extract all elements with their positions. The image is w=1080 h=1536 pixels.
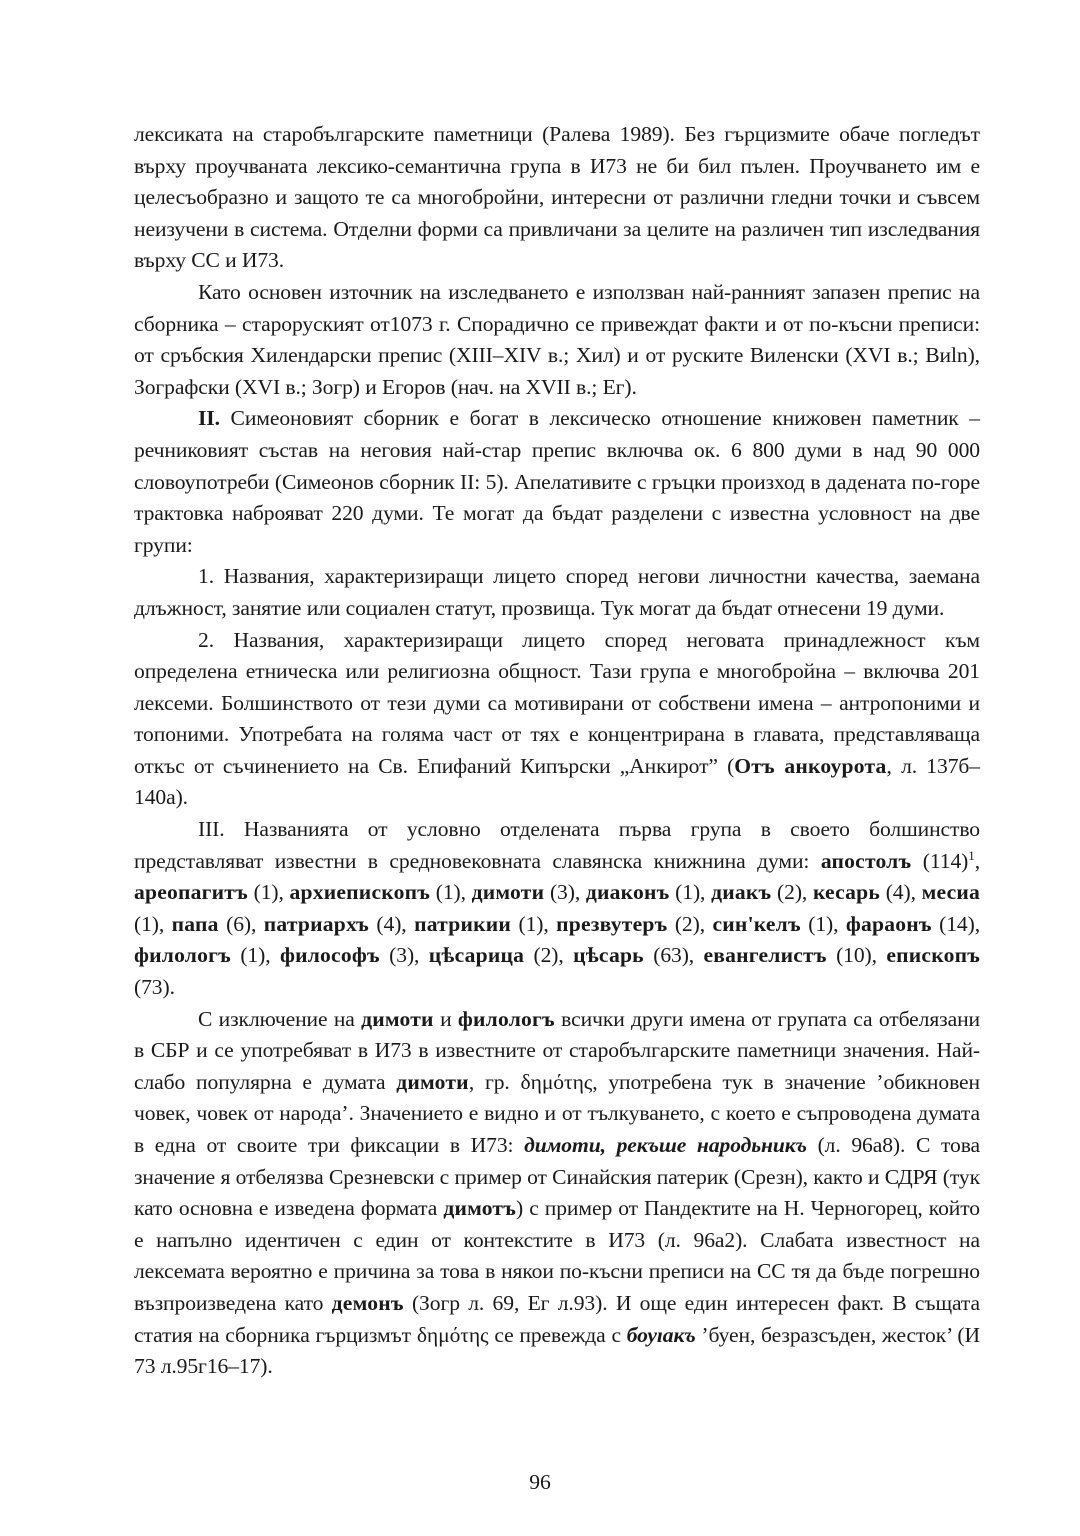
text-run: (Зогр л. 69, Ег л.93). И още един интересен факт. В същата статия на сборника гърцизмът <box>134 1290 981 1347</box>
text-run: 2. Названия, характеризиращи лицето според неговата принадлежност към определена етническа или религиозна общност. Тази група е многобройна – включва 201 лексеми. Болшинството от тези думи са мотивирани от собствени имена – антропоними и топоними. Употребата на голяма част от тях е концентрирана в главата, представляваща откъс от съчинението на Св. Епифаний Кипърски „Анкирот” ( <box>134 627 980 778</box>
text-run: Като основен източник на изследването е използван най-ранният запазен препис на сборника – староруският от1073 г. Спорадично се привеждат факти и от по-късни преписи: от сръбския Хилендарски препис (XIII–XIV в.; Хил) и от руските Виленски (XVI в.; Виln), Зографски (XVI в.; Зогр) и Егоров (нач. на XVII в.; Ег). <box>134 279 980 399</box>
text-run: (14), <box>931 911 981 936</box>
text-run: (2), <box>771 880 813 905</box>
text-run: 1. Названия, характеризиращи лицето според негови личностни качества, заемана длъжност, занятие или социален статут, прозвища. Тук могат да бъдат отнесени 19 думи. <box>134 564 980 620</box>
text-run: (л. 96а8). С това значение я отбелязва Срезневски с пример от Синайския патерик (Срезн), както и СДРЯ (тук като основна е изведена формата <box>134 1133 980 1221</box>
church-slavonic-term: евангелистъ <box>703 943 827 968</box>
page-number: 96 <box>529 1470 551 1494</box>
church-slavonic-term: диакъ <box>711 880 772 905</box>
text-run: (1), <box>669 880 712 905</box>
text-run: (4), <box>879 880 922 905</box>
church-slavonic-term: димоти <box>471 880 545 905</box>
text-run: (63), <box>643 943 704 968</box>
text-run: (114) <box>911 848 969 873</box>
page-body <box>134 119 980 1383</box>
text-run: (1), <box>230 943 280 968</box>
text-run: и <box>433 1006 458 1031</box>
church-slavonic-term: цѣсарь <box>573 943 644 968</box>
paragraph <box>134 119 980 277</box>
text-run: (6), <box>218 911 264 936</box>
text-run: всички други имена от групата са отбелязани в СБР и се употребяват в И73 в известните от старобългарските паметници значения. Най-слабо популярна е думата <box>134 1006 980 1094</box>
text-run: (1), <box>247 880 290 905</box>
paragraph <box>134 277 980 403</box>
text-run: С изключение на <box>198 1006 362 1031</box>
paragraph <box>134 625 980 815</box>
text-run: се превежда с <box>488 1322 627 1347</box>
text-run: (10), <box>826 943 887 968</box>
church-slavonic-term: демонъ <box>331 1290 404 1315</box>
church-slavonic-term: апостолъ <box>820 848 912 873</box>
church-slavonic-term: цѣсарица <box>428 943 525 968</box>
paragraph <box>134 814 980 1004</box>
church-slavonic-term: презвутеръ <box>556 911 668 936</box>
text-run: (73). <box>134 975 175 1000</box>
text-run: (3), <box>544 880 586 905</box>
church-slavonic-term: димоти <box>396 1069 469 1094</box>
paragraph <box>134 561 980 624</box>
text-run: (2), <box>667 911 713 936</box>
church-slavonic-term: диаконъ <box>585 880 670 905</box>
paragraph <box>134 403 980 561</box>
church-slavonic-term: син'келъ <box>712 911 801 936</box>
church-slavonic-term: епископъ <box>886 943 980 968</box>
greek-term: δημότης <box>416 1322 489 1347</box>
church-slavonic-term: патриархъ <box>263 911 369 936</box>
church-slavonic-term: архиепископъ <box>289 880 431 905</box>
text-run: (1), <box>800 911 846 936</box>
church-slavonic-term: Отъ анкоурота <box>734 753 887 778</box>
text-run: , <box>974 848 980 873</box>
church-slavonic-term: философъ <box>279 943 380 968</box>
church-slavonic-term: димоти <box>361 1006 434 1031</box>
church-slavonic-term: филологъ <box>134 943 231 968</box>
church-slavonic-term: кесарь <box>812 880 880 905</box>
text-run: , употребена тук в значение ’обикновен човек, човек от народа’. Значението е видно и от тълкуването, с което е съпроводена думата в една от своите три фиксации в И73: <box>134 1069 980 1157</box>
church-slavonic-quote: боуıакъ <box>626 1322 696 1347</box>
text-run: III. Названията от условно отделената първа група в своето болшинство представляват известни в средновековната славянска книжнина думи: <box>134 817 980 873</box>
text-run: (1), <box>134 911 172 936</box>
text-run: , л. 137б–140а). <box>134 753 980 810</box>
church-slavonic-term: филологъ <box>457 1006 555 1031</box>
church-slavonic-quote: димоти, рекъше народьникъ <box>524 1133 807 1157</box>
text-run: , гр. <box>468 1069 521 1094</box>
text-run: Симеоновият сборник е богат в лексическо отношение книжовен паметник – речниковият състав на неговия най-стар препис включва ок. 6 800 думи в над 90 000 словоупотреби (Симеонов сборник II: 5). Апелативите с гръцки произход в дадената по-горе трактовка наброяват 220 думи. Те могат да бъдат разделени с известна условност на две групи: <box>134 406 980 557</box>
church-slavonic-term: патрикии <box>414 911 512 936</box>
church-slavonic-term: ареопагитъ <box>134 880 248 905</box>
section-marker: II. <box>198 406 220 431</box>
text-run: (3), <box>379 943 429 968</box>
church-slavonic-term: фараонъ <box>845 911 932 936</box>
text-run: ) с пример от Пандектите на Н. Черногорец, който е напълно идентичен с един от контекстите в И73 (л. 96а2). Слабата известност на лексемата вероятно е причина за това в някои по-късни преписи на СС тя да бъде погрешно възпроизведена като <box>134 1196 980 1315</box>
text-run: ’буен, безразсъден, жесток’ (И 73 л.95г16–17). <box>134 1322 980 1379</box>
church-slavonic-term: димотъ <box>443 1196 517 1221</box>
church-slavonic-term: месиа <box>921 880 981 905</box>
text-run: (4), <box>368 911 415 936</box>
text-run: лексиката на старобългарските паметници (Ралева 1989). Без гърцизмите обаче погледът върху проучваната лексико-семантична група в И73 не би бил пълен. Проучването им е целесъобразно и защото те са многобройни, интересни от различни гледни точки и съвсем неизучени в система. Отделни форми са привличани за целите на различен тип изследвания върху СС и И73. <box>134 122 980 273</box>
text-run: (1), <box>430 880 472 905</box>
greek-term: δημότης <box>520 1069 593 1094</box>
church-slavonic-term: папа <box>171 911 219 936</box>
text-run: (1), <box>511 911 557 936</box>
paragraph <box>134 1004 980 1383</box>
footnote-marker: 1 <box>968 847 975 863</box>
text-run: (2), <box>524 943 574 968</box>
